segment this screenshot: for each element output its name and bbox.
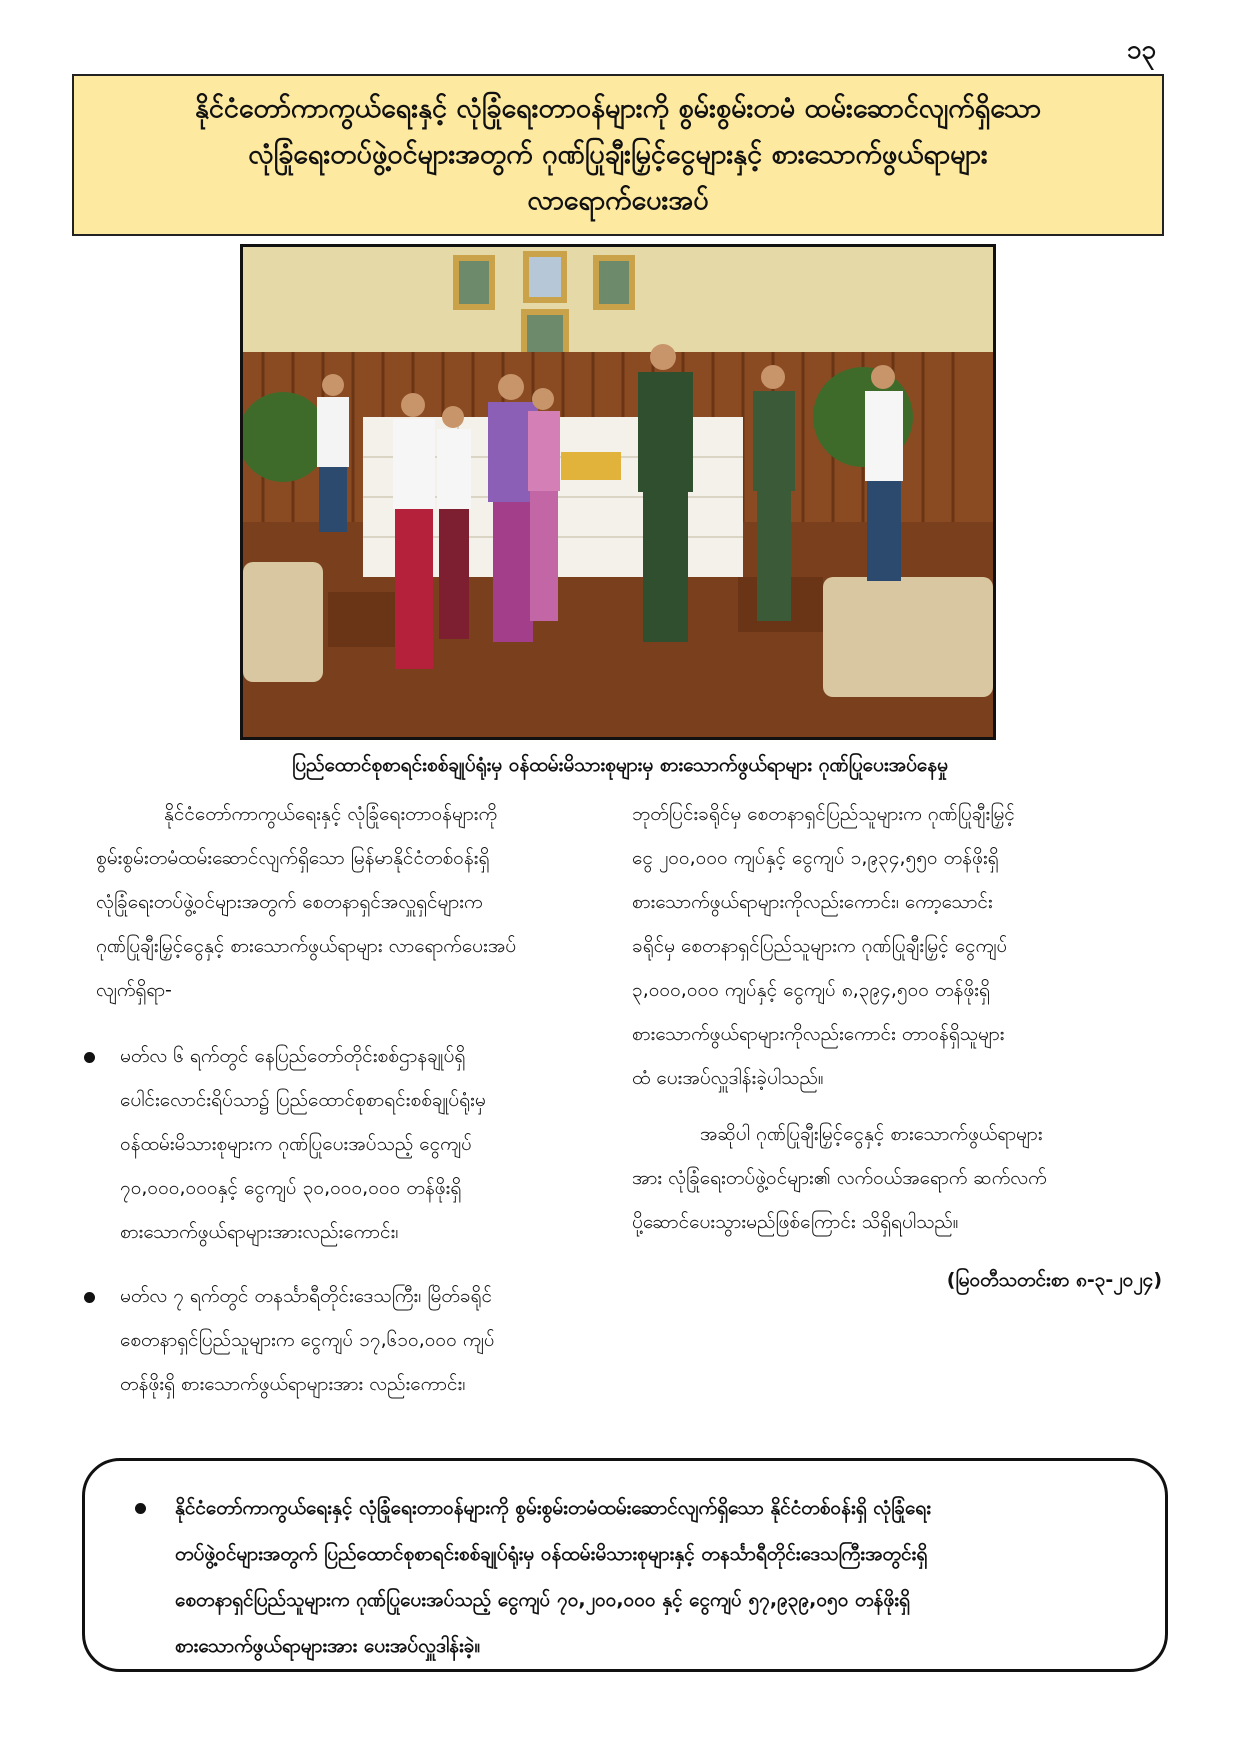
person-1 <box>317 374 349 532</box>
left-column <box>96 792 612 1426</box>
sofa-right <box>823 577 993 697</box>
rp1-line-3: စားသောက်ဖွယ်ရာများကိုလည်းကောင်း၊ ကော့သောင်း <box>632 891 993 913</box>
portrait-3 <box>599 261 629 304</box>
rp2-line-3: ပို့ဆောင်ပေးသွားမည်ဖြစ်ကြောင်း သိရှိရပါသည်။ <box>632 1211 959 1233</box>
bullet-list <box>96 1034 612 1406</box>
rp1-line-7: ထံ ပေးအပ်လှူဒါန်းခဲ့ပါသည်။ <box>632 1067 824 1089</box>
rp1-line-4: ခရိုင်မှ စေတနာရှင်ပြည်သူများက ဂုဏ်ပြုချီးမြှင့် ငွေကျပ် <box>632 935 1008 957</box>
bullet1-line-2: ပေါင်းလောင်းရိပ်သာ၌ ပြည်ထောင်စုစာရင်းစစ်ချုပ်ရုံးမှ <box>120 1089 486 1111</box>
portrait-1 <box>459 261 489 304</box>
summary-line-4: စားသောက်ဖွယ်ရာများအား ပေးအပ်လှူဒါန်းခဲ့။ <box>175 1635 481 1657</box>
bullet-dot-icon <box>135 1503 146 1514</box>
intro-line-2: စွမ်းစွမ်းတမံထမ်းဆောင်လျက်ရှိသော မြန်မာနိုင်ငံတစ်ဝန်းရှိ <box>96 847 490 869</box>
portrait-2 <box>529 257 561 297</box>
bullet1-line-5: စားသောက်ဖွယ်ရာများအားလည်းကောင်း၊ <box>120 1221 399 1243</box>
title-line-1: နိုင်ငံတော်ကာကွယ်ရေးနှင့် လုံခြုံရေးတာဝန်များကို စွမ်းစွမ်းတမံ ထမ်းဆောင်လျက်ရှိသော <box>194 93 1042 124</box>
gift-package <box>561 452 621 480</box>
page-number: ၁၃ <box>1126 35 1156 65</box>
right-column <box>632 792 1162 1302</box>
photo-illustration <box>243 247 993 737</box>
bullet-dot-icon <box>84 1292 95 1303</box>
bullet1-line-1: မတ်လ ၆ ရက်တွင် နေပြည်တော်တိုင်းစစ်ဌာနချုပ်ရှိ <box>120 1045 466 1067</box>
intro-paragraph <box>96 792 612 1012</box>
bullet2-line-1: မတ်လ ၇ ရက်တွင် တနင်္သာရီတိုင်းဒေသကြီး၊ မြိတ်ခရိုင် <box>120 1285 492 1307</box>
bullet1-line-3: ဝန်ထမ်းမိသားစုများက ဂုဏ်ပြုပေးအပ်သည့် ငွေကျပ် <box>120 1133 472 1155</box>
rp2-line-1: အဆိုပါ ဂုဏ်ပြုချီးမြှင့်ငွေနှင့် စားသောက်ဖွယ်ရာများ <box>700 1123 1043 1145</box>
person-5 <box>528 388 560 621</box>
news-source: (မြဝတီသတင်းစာ ၈-၃-၂၀၂၄) <box>946 1269 1162 1291</box>
person-2 <box>393 393 435 669</box>
summary-content <box>135 1485 1135 1669</box>
intro-line-3: လုံခြုံရေးတပ်ဖွဲ့ဝင်များအတွက် စေတနာရှင်အလှူရှင်များက <box>96 891 483 913</box>
photo-caption: ပြည်ထောင်စုစာရင်းစစ်ချုပ်ရုံးမှ ဝန်ထမ်းမိသားစုများမှ စားသောက်ဖွယ်ရာများ ဂုဏ်ပြုပေးအပ်နေမှု <box>292 754 948 776</box>
intro-line-1: နိုင်ငံတော်ကာကွယ်ရေးနှင့် လုံခြုံရေးတာဝန်များကို <box>164 803 498 825</box>
officer-main <box>638 344 693 642</box>
bullet1-line-4: ၇၀,၀၀၀,၀၀၀နှင့် ငွေကျပ် ၃၀,၀၀၀,၀၀၀ တန်ဖိုးရှိ <box>120 1177 462 1199</box>
donation-ceremony-photo <box>240 244 996 740</box>
officer-2 <box>753 365 795 621</box>
table-left <box>328 592 398 647</box>
right-paragraph-1 <box>632 792 1162 1100</box>
title-line-2: လုံခြုံရေးတပ်ဖွဲ့ဝင်များအတွက် ဂုဏ်ပြုချီးမြှင့်ငွေများနှင့် စားသောက်ဖွယ်ရာများ <box>248 139 988 170</box>
bullet-item-1 <box>96 1034 612 1254</box>
rp1-line-2: ငွေ ၂၀၀,၀၀၀ ကျပ်နှင့် ငွေကျပ် ၁,၉၃၄,၅၅၀ တန်ဖိုးရှိ <box>632 847 999 869</box>
rp1-line-1: ဘုတ်ပြင်းခရိုင်မှ စေတနာရှင်ပြည်သူများက ဂုဏ်ပြုချီးမြှင့် <box>632 803 1015 825</box>
summary-line-1: နိုင်ငံတော်ကာကွယ်ရေးနှင့် လုံခြုံရေးတာဝန်များကို စွမ်းစွမ်းတမံထမ်းဆောင်လျက်ရှိသော နိုင်ငံတစ်ဝန်းရှိ လုံခြုံရေး <box>175 1497 932 1519</box>
bullet2-line-3: တန်ဖိုးရှိ စားသောက်ဖွယ်ရာများအား လည်းကောင်း၊ <box>120 1373 466 1395</box>
bullet2-line-2: စေတနာရှင်ပြည်သူများက ငွေကျပ် ၁၇,၆၁၀,၀၀၀ ကျပ် <box>120 1329 495 1351</box>
person-3 <box>437 406 471 639</box>
intro-line-4: ဂုဏ်ပြုချီးမြှင့်ငွေနှင့် စားသောက်ဖွယ်ရာများ လာရောက်ပေးအပ် <box>96 935 517 957</box>
bullet-dot-icon <box>84 1052 95 1063</box>
summary-line-3: စေတနာရှင်ပြည်သူများက ဂုဏ်ပြုပေးအပ်သည့် ငွေကျပ် ၇၀,၂၀၀,၀၀၀ နှင့် ငွေကျပ် ၅၇,၉၃၉,၀၅၀ တန်ဖိုးရှိ <box>175 1589 910 1611</box>
rp1-line-5: ၃,၀၀၀,၀၀၀ ကျပ်နှင့် ငွေကျပ် ၈,၃၉၄,၅၀၀ တန်ဖိုးရှိ <box>632 979 990 1001</box>
bullet-item-2 <box>96 1274 612 1406</box>
title-box <box>72 74 1164 236</box>
person-6 <box>865 365 903 581</box>
right-paragraph-2 <box>632 1112 1162 1244</box>
rp2-line-2: အား လုံခြုံရေးတပ်ဖွဲ့ဝင်များ၏ လက်ဝယ်အရောက် ဆက်လက် <box>632 1167 1047 1189</box>
summary-box <box>82 1458 1168 1672</box>
summary-line-2: တပ်ဖွဲ့ဝင်များအတွက် ပြည်ထောင်စုစာရင်းစစ်ချုပ်ရုံးမှ ဝန်ထမ်းမိသားစုများနှင့် တနင်္သာရီတိုင်းဒေသကြီးအတွင်းရှိ <box>175 1543 928 1565</box>
rp1-line-6: စားသောက်ဖွယ်ရာများကိုလည်းကောင်း တာဝန်ရှိသူများ <box>632 1023 1005 1045</box>
sofa-left <box>243 562 323 682</box>
intro-line-5: လျက်ရှိရာ- <box>96 979 172 1001</box>
title-line-3: လာရောက်ပေးအပ် <box>527 185 709 216</box>
portrait-4 <box>527 315 563 357</box>
